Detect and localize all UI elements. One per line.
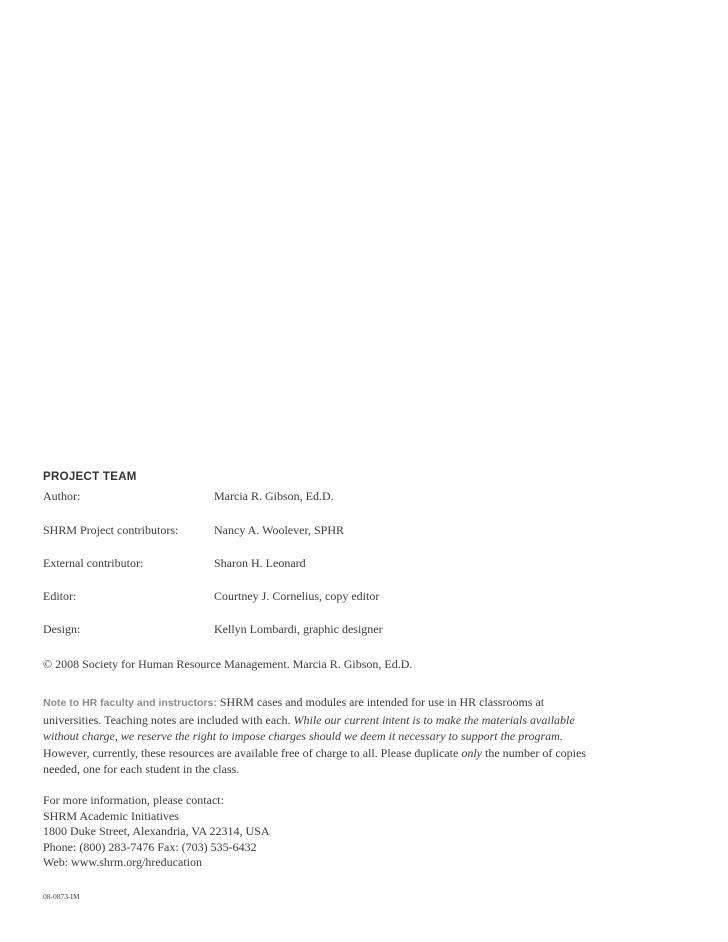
note-text: the number of copies needed, one for each student in the class. bbox=[43, 745, 586, 777]
team-person: Courtney J. Cornelius, copy editor bbox=[214, 589, 380, 603]
contact-address: 1800 Duke Street, Alexandria, VA 22314, USA bbox=[43, 824, 270, 838]
note-italic-word: only bbox=[461, 745, 482, 760]
team-person: Kellyn Lombardi, graphic designer bbox=[214, 622, 383, 636]
contact-intro: For more information, please contact: bbox=[43, 793, 224, 807]
team-role: Editor: bbox=[43, 589, 77, 603]
team-person: Sharon H. Leonard bbox=[214, 556, 306, 570]
contact-web[interactable]: Web: www.shrm.org/hreducation bbox=[43, 855, 202, 869]
note-italic-text: While our current intent is to make the materials available without charge, we reserve the right to impose charges should we deem it necessary to support the program. bbox=[43, 712, 575, 744]
team-role: External contributor: bbox=[43, 556, 144, 570]
contact-org: SHRM Academic Initiatives bbox=[43, 808, 179, 823]
document-code: 08-0873-IM bbox=[43, 892, 80, 901]
note-text: SHRM cases and modules are intended for use in HR classrooms at universities. Teaching notes are included with each. bbox=[43, 695, 545, 727]
team-role: Author: bbox=[43, 489, 81, 503]
note-text: However, currently, these resources are available free of charge to all. Please duplicate bbox=[43, 745, 462, 760]
team-role: Design: bbox=[43, 622, 81, 636]
instructor-note bbox=[43, 694, 588, 778]
team-role: SHRM Project contributors: bbox=[43, 523, 179, 537]
team-person: Nancy A. Woolever, SPHR bbox=[214, 523, 344, 537]
contact-phone: Phone: (800) 283-7476 Fax: (703) 535-6432 bbox=[43, 839, 257, 854]
team-person: Marcia R. Gibson, Ed.D. bbox=[214, 489, 334, 503]
project-team-heading: PROJECT TEAM bbox=[43, 471, 137, 483]
copyright-notice: © 2008 Society for Human Resource Management. Marcia R. Gibson, Ed.D. bbox=[43, 657, 413, 671]
note-label: Note to HR faculty and instructors: bbox=[43, 697, 217, 709]
contact-block bbox=[43, 793, 270, 871]
